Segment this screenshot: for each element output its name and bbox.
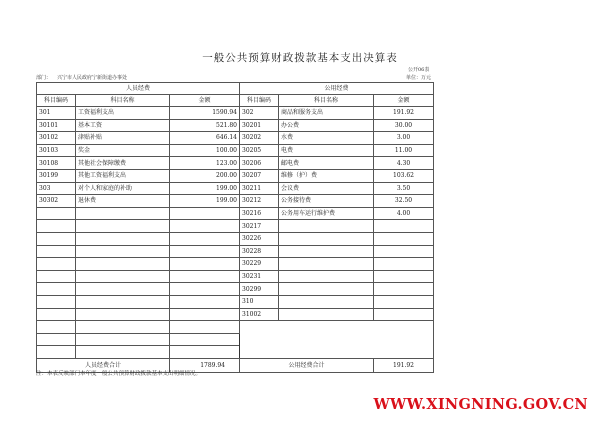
- public-code-cell: 310: [240, 295, 279, 308]
- personnel-amount-cell: [170, 258, 240, 271]
- public-name-cell: 邮电费: [279, 157, 374, 170]
- personnel-code-cell: [37, 207, 76, 220]
- personnel-code-cell: 30101: [37, 119, 76, 132]
- personnel-code-cell: 301: [37, 107, 76, 120]
- personnel-name-header: 科目名称: [76, 95, 170, 107]
- public-amount-cell: 3.00: [374, 132, 434, 145]
- personnel-amount-cell: 1590.94: [170, 107, 240, 120]
- public-code-cell: 30228: [240, 245, 279, 258]
- personnel-amount-cell: [170, 245, 240, 258]
- personnel-amount-cell: 100.00: [170, 144, 240, 157]
- public-name-cell: [279, 283, 374, 296]
- form-number: 公开06表: [408, 67, 430, 73]
- table-row: [37, 157, 434, 170]
- table-row: [37, 245, 434, 258]
- department-label: 部门：: [36, 75, 52, 81]
- table-row: [37, 169, 434, 182]
- personnel-amount-cell: 199.00: [170, 195, 240, 208]
- table-row: [37, 182, 434, 195]
- table-row: [37, 258, 434, 271]
- public-name-cell: [279, 270, 374, 283]
- department-line: [36, 74, 127, 81]
- personnel-name-cell: 基本工资: [76, 119, 170, 132]
- personnel-amount-cell: [170, 220, 240, 233]
- personnel-name-cell: [76, 232, 170, 245]
- personnel-code-cell: [37, 295, 76, 308]
- public-amount-cell: [374, 295, 434, 308]
- public-amount-cell: 4.00: [374, 207, 434, 220]
- public-code-cell: 30217: [240, 220, 279, 233]
- footnote: 注：本表反映部门本年度一般公共预算财政拨款基本支出明细情况。: [36, 371, 202, 377]
- site-watermark: WWW.XINGNING.GOV.CN: [373, 396, 588, 413]
- public-code-cell: 30299: [240, 283, 279, 296]
- public-name-cell: [279, 295, 374, 308]
- personnel-name-cell: [76, 258, 170, 271]
- personnel-code-cell: [37, 333, 76, 346]
- public-amount-cell: 32.50: [374, 195, 434, 208]
- personnel-name-cell: [76, 207, 170, 220]
- personnel-amount-cell: [170, 321, 240, 334]
- personnel-amount-cell: [170, 232, 240, 245]
- public-amount-cell: 11.00: [374, 144, 434, 157]
- public-total-value: 191.92: [374, 358, 434, 372]
- table-row: [37, 195, 434, 208]
- public-amount-cell: [374, 283, 434, 296]
- personnel-total-value: 1789.94: [170, 358, 240, 372]
- public-code-cell: 30205: [240, 144, 279, 157]
- table-row: [37, 321, 434, 334]
- personnel-code-cell: [37, 245, 76, 258]
- personnel-amount-cell: [170, 333, 240, 346]
- unit-label: 单位：万元: [406, 75, 432, 81]
- public-code-cell: 30229: [240, 258, 279, 271]
- table-row: [37, 119, 434, 132]
- expenditure-table: [36, 82, 434, 373]
- public-code-cell: 30216: [240, 207, 279, 220]
- public-amount-cell: [374, 270, 434, 283]
- public-blank-cell: [240, 321, 434, 359]
- public-amount-cell: [374, 220, 434, 233]
- column-header-row: [37, 95, 434, 107]
- public-name-cell: [279, 232, 374, 245]
- personnel-amount-cell: 200.00: [170, 169, 240, 182]
- personnel-amount-cell: [170, 283, 240, 296]
- public-amount-cell: [374, 308, 434, 321]
- personnel-name-cell: 津贴补贴: [76, 132, 170, 145]
- personnel-code-cell: [37, 346, 76, 359]
- personnel-code-cell: [37, 258, 76, 271]
- table-row: [37, 220, 434, 233]
- personnel-code-cell: [37, 232, 76, 245]
- personnel-code-cell: 30108: [37, 157, 76, 170]
- public-name-cell: 办公费: [279, 119, 374, 132]
- public-name-cell: [279, 220, 374, 233]
- table-row: [37, 232, 434, 245]
- table-row: [37, 295, 434, 308]
- personnel-name-cell: [76, 245, 170, 258]
- public-code-cell: 30212: [240, 195, 279, 208]
- public-amount-cell: 30.00: [374, 119, 434, 132]
- public-name-cell: 电费: [279, 144, 374, 157]
- personnel-amount-cell: [170, 295, 240, 308]
- personnel-name-cell: 退休费: [76, 195, 170, 208]
- public-code-cell: 30202: [240, 132, 279, 145]
- public-code-cell: 30226: [240, 232, 279, 245]
- personnel-name-cell: [76, 220, 170, 233]
- table-row: [37, 144, 434, 157]
- public-amount-cell: [374, 232, 434, 245]
- personnel-code-cell: [37, 270, 76, 283]
- table-row: [37, 308, 434, 321]
- table-row: [37, 207, 434, 220]
- personnel-code-cell: [37, 220, 76, 233]
- personnel-name-cell: 其他工资福利支出: [76, 169, 170, 182]
- public-name-cell: [279, 245, 374, 258]
- public-total-label: 公用经费合计: [240, 358, 374, 372]
- personnel-name-cell: [76, 321, 170, 334]
- public-amount-cell: [374, 258, 434, 271]
- personnel-code-cell: [37, 283, 76, 296]
- public-code-cell: 30207: [240, 169, 279, 182]
- public-code-cell: 302: [240, 107, 279, 120]
- public-code-cell: 30206: [240, 157, 279, 170]
- personnel-amount-cell: [170, 346, 240, 359]
- public-name-cell: 会议费: [279, 182, 374, 195]
- public-code-header: 科目编码: [240, 95, 279, 107]
- personnel-name-cell: 其他社会保障缴费: [76, 157, 170, 170]
- personnel-amount-cell: 123.00: [170, 157, 240, 170]
- public-name-cell: 水费: [279, 132, 374, 145]
- public-amount-header: 金额: [374, 95, 434, 107]
- personnel-amount-cell: [170, 308, 240, 321]
- personnel-name-cell: [76, 283, 170, 296]
- personnel-name-cell: [76, 333, 170, 346]
- personnel-code-cell: 30302: [37, 195, 76, 208]
- public-name-header: 科目名称: [279, 95, 374, 107]
- personnel-code-cell: 303: [37, 182, 76, 195]
- table-row: [37, 132, 434, 145]
- personnel-amount-cell: 199.00: [170, 182, 240, 195]
- public-name-cell: 商品和服务支出: [279, 107, 374, 120]
- personnel-code-cell: 30199: [37, 169, 76, 182]
- public-amount-cell: 103.62: [374, 169, 434, 182]
- personnel-amount-cell: 521.80: [170, 119, 240, 132]
- personnel-name-cell: 奖金: [76, 144, 170, 157]
- public-section-header: 公用经费: [240, 83, 434, 95]
- public-name-cell: [279, 258, 374, 271]
- personnel-name-cell: [76, 270, 170, 283]
- personnel-code-cell: [37, 321, 76, 334]
- public-amount-cell: 191.92: [374, 107, 434, 120]
- section-header-row: [37, 83, 434, 95]
- public-code-cell: 30201: [240, 119, 279, 132]
- table-row: [37, 107, 434, 120]
- personnel-name-cell: 对个人和家庭的补助: [76, 182, 170, 195]
- personnel-amount-header: 金额: [170, 95, 240, 107]
- public-amount-cell: [374, 245, 434, 258]
- table-row: [37, 283, 434, 296]
- table-row: [37, 270, 434, 283]
- personnel-name-cell: 工资福利支出: [76, 107, 170, 120]
- public-code-cell: 31002: [240, 308, 279, 321]
- public-code-cell: 30231: [240, 270, 279, 283]
- personnel-name-cell: [76, 295, 170, 308]
- public-name-cell: 公务用车运行维护费: [279, 207, 374, 220]
- personnel-section-header: 人员经费: [37, 83, 240, 95]
- personnel-amount-cell: 646.14: [170, 132, 240, 145]
- personnel-code-cell: [37, 308, 76, 321]
- personnel-code-header: 科目编码: [37, 95, 76, 107]
- public-code-cell: 30211: [240, 182, 279, 195]
- public-amount-cell: 3.50: [374, 182, 434, 195]
- public-amount-cell: 4.30: [374, 157, 434, 170]
- table-title: 一般公共预算财政拨款基本支出决算表: [202, 52, 398, 64]
- personnel-total-label: 人员经费合计: [37, 358, 170, 372]
- public-name-cell: 维修（护）费: [279, 169, 374, 182]
- personnel-code-cell: 30103: [37, 144, 76, 157]
- personnel-amount-cell: [170, 207, 240, 220]
- public-name-cell: 公务接待费: [279, 195, 374, 208]
- personnel-name-cell: [76, 346, 170, 359]
- personnel-code-cell: 30102: [37, 132, 76, 145]
- personnel-name-cell: [76, 308, 170, 321]
- personnel-amount-cell: [170, 270, 240, 283]
- department-name: 兴宁市人民政府宁新街道办事处: [57, 75, 128, 81]
- public-name-cell: [279, 308, 374, 321]
